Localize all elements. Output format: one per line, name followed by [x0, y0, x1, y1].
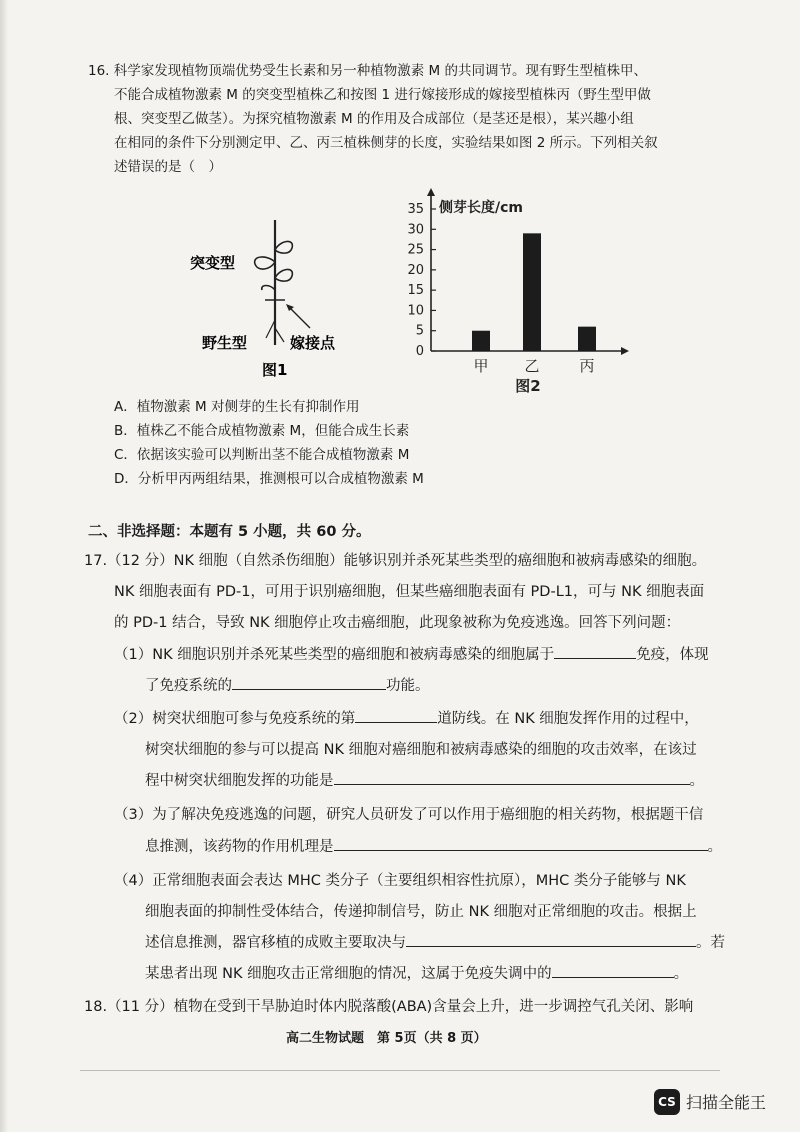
answer-blank[interactable] — [554, 644, 636, 659]
q16-option-a: A．植物激素 M 对侧芽的生长有抑制作用 — [114, 399, 360, 415]
q16-option-c: C．依据该实验可以判断出茎不能合成植物激素 M — [114, 447, 410, 463]
chart-y-axis-arrow — [427, 188, 435, 196]
answer-blank[interactable] — [406, 932, 696, 947]
text: 功能。 — [386, 678, 430, 694]
answer-blank[interactable] — [334, 770, 690, 785]
text: 息推测，该药物的作用机理是 — [145, 839, 334, 855]
chart-y-tick-label: 30 — [407, 222, 424, 238]
text: 。 — [689, 773, 704, 789]
text: （1）NK 细胞识别并杀死某些类型的癌细胞和被病毒感染的细胞属于 — [114, 647, 555, 663]
section-heading: 二、非选择题：本题有 5 小题，共 60 分。 — [88, 524, 371, 540]
text: 。 — [707, 839, 722, 855]
q17-part-2-cont — [145, 770, 704, 792]
chart-x-axis-arrow — [621, 347, 629, 355]
q17-part-3: （3）为了解决免疫逃逸的问题，研究人员研发了可以作用于癌细胞的相关药物，根据题干信 — [114, 807, 704, 823]
q17-intro-line: 17.（12 分）NK 细胞（自然杀伤细胞）能够识别并杀死某些类型的癌细胞和被病毒感染的细胞。 — [84, 553, 707, 569]
text: 。若 — [696, 935, 725, 951]
q16-option-d: D．分析甲丙两组结果，推测根可以合成植物激素 M — [114, 471, 424, 487]
figure-1-plant — [180, 210, 380, 390]
text: （2）树突状细胞可参与免疫系统的第 — [114, 711, 356, 727]
q18-line: 18.（11 分）植物在受到干旱胁迫时体内脱落酸(ABA)含量会上升，进一步调控气孔关闭、影响 — [84, 999, 694, 1015]
answer-blank[interactable] — [232, 675, 386, 690]
q17-part-4-cont: 细胞表面的抑制性受体结合，传递抑制信号，防止 NK 细胞对正常细胞的攻击。根据上 — [145, 904, 697, 920]
chart-bar-3 — [578, 327, 596, 351]
chart-caption: 图2 — [515, 377, 541, 395]
footer-divider — [80, 1070, 720, 1071]
answer-blank[interactable] — [334, 836, 708, 851]
q17-part-1-cont — [145, 675, 430, 697]
q17-part-4: （4）正常细胞表面会表达 MHC 类分子（主要组织相容性抗原），MHC 类分子能够与 NK — [114, 873, 686, 889]
chart-x-tick-label: 乙 — [524, 357, 540, 375]
text: 了免疫系统的 — [145, 678, 232, 694]
chart-y-tick-label: 5 — [415, 323, 424, 339]
text: 述信息推测，器官移植的成败主要取决与 — [145, 935, 406, 951]
q17-part-1 — [114, 644, 709, 666]
chart-x-tick-label: 甲 — [473, 357, 489, 375]
camscanner-text: 扫描全能王 — [686, 1093, 767, 1112]
chart-y-tick-label: 10 — [407, 303, 424, 319]
fig1-caption: 图1 — [262, 361, 288, 379]
q17-part-4-cont — [145, 963, 688, 985]
q16-line: 根、突变型乙做茎）。为探究植物激素 M 的作用及合成部位（是茎还是根），某兴趣小组 — [114, 111, 634, 127]
fig1-label-wildtype: 野生型 — [202, 334, 248, 352]
page-footer: 高二生物试题 第 5页（共 8 页） — [286, 1031, 487, 1046]
chart-bar-2 — [523, 233, 541, 351]
text: 某患者出现 NK 细胞攻击正常细胞的情况，这属于免疫失调中的 — [145, 966, 552, 982]
chart-y-tick-label: 20 — [407, 262, 424, 278]
chart-y-tick-label: 15 — [407, 283, 424, 299]
fig1-label-mutant: 突变型 — [190, 254, 236, 272]
q16-line: 16. 科学家发现植物顶端优势受生长素和另一种植物激素 M 的共同调节。现有野生型植株甲、 — [88, 63, 647, 79]
fig1-label-graft-point: 嫁接点 — [290, 334, 336, 352]
q17-intro-line: 的 PD-1 结合，导致 NK 细胞停止攻击癌细胞，此现象被称为免疫逃逸。回答下列问题： — [114, 615, 681, 631]
q16-option-b: B．植株乙不能合成植物激素 M，但能合成生长素 — [114, 423, 410, 439]
q17-intro-line: NK 细胞表面有 PD-1，可用于识别癌细胞，但某些癌细胞表面有 PD-L1，可与 NK 细胞表面 — [114, 584, 705, 600]
chart-bar-1 — [472, 331, 490, 351]
answer-blank[interactable] — [552, 963, 674, 978]
text: 。 — [673, 966, 689, 982]
camscanner-logo: CS — [654, 1089, 680, 1115]
chart-y-label: 侧芽长度/cm — [439, 200, 523, 216]
q17-part-2-cont: 树突状细胞的参与可以提高 NK 细胞对癌细胞和被病毒感染的细胞的攻击效率，在该过 — [145, 742, 697, 758]
chart-y-tick-label: 0 — [415, 344, 424, 359]
q17-part-3-cont — [145, 836, 722, 858]
answer-blank[interactable] — [355, 708, 437, 723]
chart-x-tick-label: 丙 — [579, 357, 595, 375]
text: 道防线。在 NK 细胞发挥作用的过程中， — [437, 711, 699, 727]
chart-y-tick-label: 35 — [407, 202, 424, 217]
q17-part-2 — [114, 708, 699, 730]
q16-line: 不能合成植物激素 M 的突变型植株乙和按图 1 进行嫁接形成的嫁接型植株丙（野生型甲做 — [114, 87, 651, 103]
q16-line: 在相同的条件下分别测定甲、乙、丙三植株侧芽的长度，实验结果如图 2 所示。下列相关叙 — [114, 135, 658, 151]
text: 免疫，体现 — [636, 647, 709, 663]
q16-line: 述错误的是（ ） — [114, 159, 222, 175]
q17-part-4-cont — [145, 932, 725, 954]
scan-edge-shadow — [0, 0, 8, 1132]
chart-y-tick-label: 25 — [407, 242, 424, 258]
text: 程中树突状细胞发挥的功能是 — [145, 773, 334, 789]
figure-2-bar-chart — [395, 186, 645, 396]
